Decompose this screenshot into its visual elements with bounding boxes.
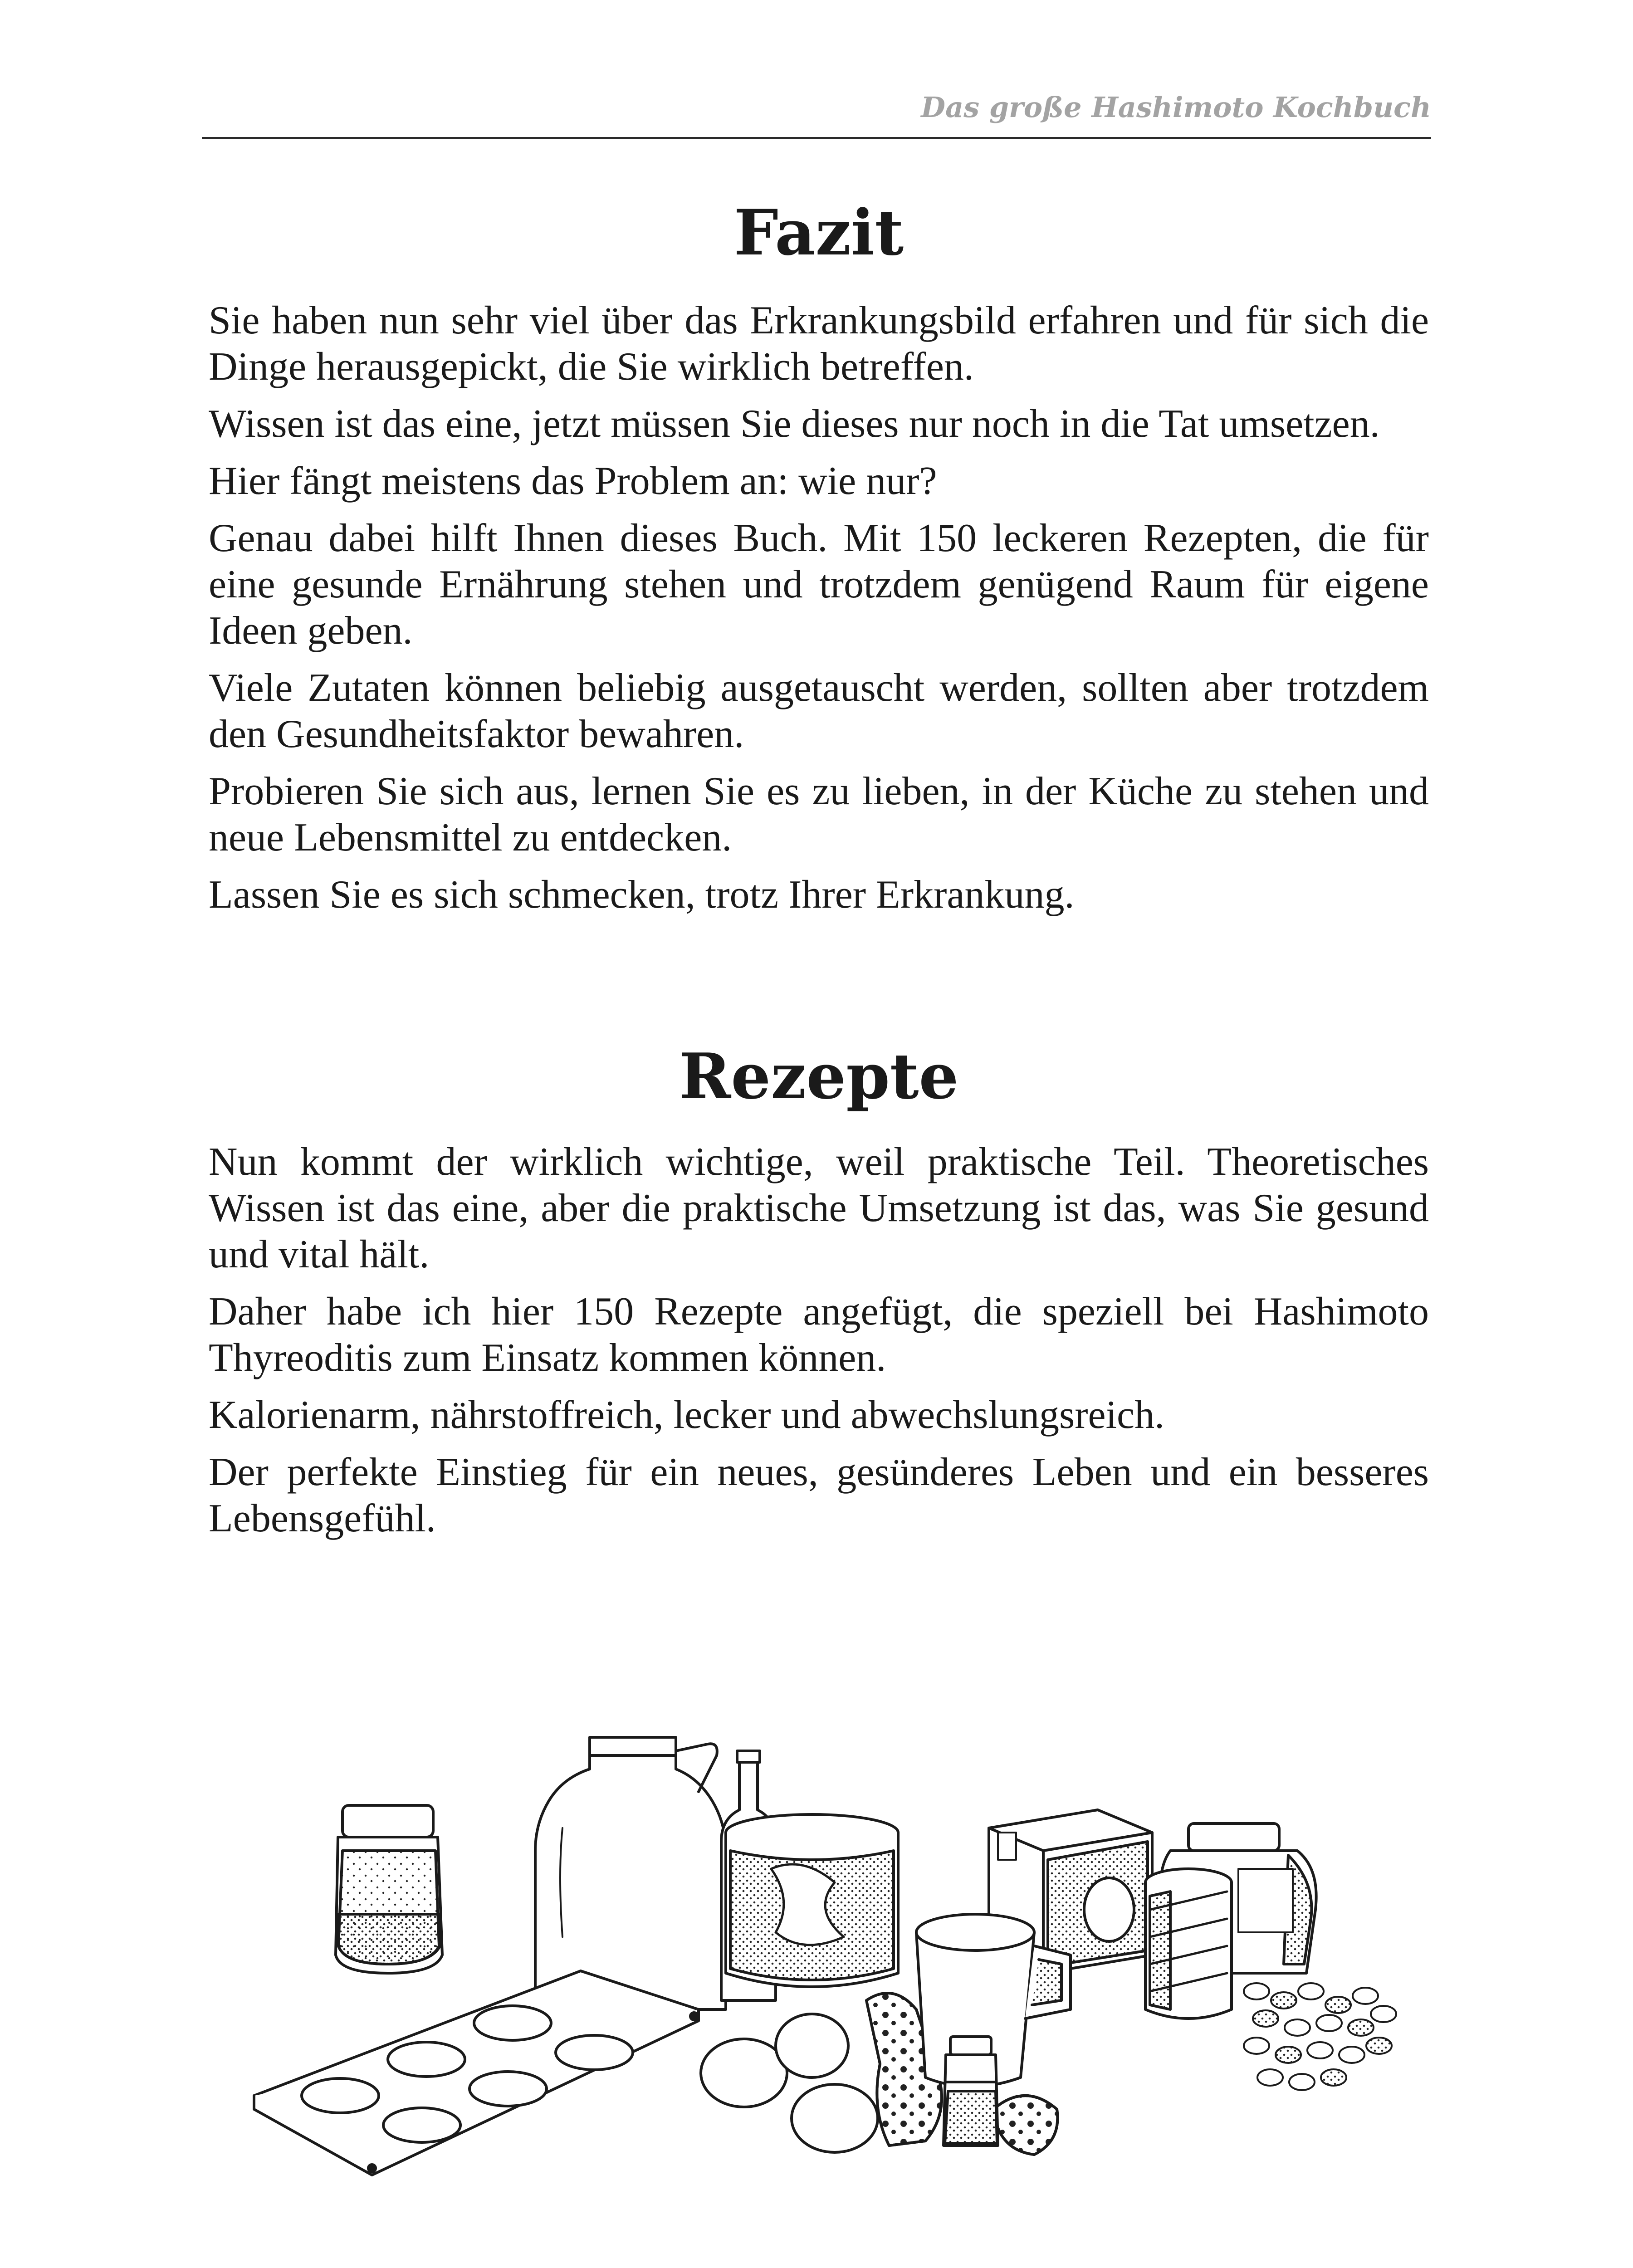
beans-icon <box>1244 1983 1396 2090</box>
paragraph: Daher habe ich hier 150 Rezepte angefügt, die speziell bei Hashimoto Thyreoditis zum Einsatz kommen können. <box>209 1289 1429 1380</box>
paragraph: Hier fängt meistens das Problem an: wie nur? <box>209 459 937 503</box>
kitchen-ingredients-illustration <box>245 1719 1406 2177</box>
paragraph: Lassen Sie es sich schmecken, trotz Ihrer Erkrankung. <box>209 872 1075 917</box>
glass-jug-icon <box>535 1737 726 2009</box>
section-rezepte <box>209 1039 1429 1553</box>
muffin-tray-icon <box>254 1971 699 2175</box>
paragraph: Genau dabei hilft Ihnen dieses Buch. Mit 150 leckeren Rezepten, die für eine gesunde Ernährung stehen und trotzdem genügend Raum für eigene Ideen geben. <box>209 516 1429 653</box>
paragraph: Der perfekte Einstieg für ein neues, gesünderes Leben und ein besseres Lebensgefühl. <box>209 1450 1429 1540</box>
paragraph: Sie haben nun sehr viel über das Erkrankungsbild erfahren und für sich die Dinge herausgepickt, die Sie wirklich betreffen. <box>209 298 1429 389</box>
section-heading-fazit: Fazit <box>733 196 904 269</box>
egg-icon <box>776 2014 848 2077</box>
rolled-can-icon <box>1145 1869 1232 2019</box>
section-heading-rezepte: Rezepte <box>679 1039 959 1113</box>
paragraph: Wissen ist das eine, jetzt müssen Sie dieses nur noch in die Tat umsetzen. <box>209 401 1380 446</box>
header-divider <box>202 137 1431 139</box>
paragraph: Nun kommt der wirklich wichtige, weil praktische Teil. Theoretisches Wissen ist das eine, aber die praktische Umsetzung ist das, was Sie gesund und vital hält. <box>209 1139 1429 1276</box>
paragraph: Kalorienarm, nährstoffreich, lecker und abwechslungsreich. <box>209 1393 1165 1437</box>
egg-icon <box>792 2084 878 2152</box>
paragraph: Probieren Sie sich aus, lernen Sie es zu lieben, in der Küche zu stehen und neue Lebensmittel zu entdecken. <box>209 769 1429 860</box>
paragraph: Viele Zutaten können beliebig ausgetauscht werden, sollten aber trotzdem den Gesundheitsfaktor bewahren. <box>209 665 1429 756</box>
running-header-title: Das große Hashimoto Kochbuch <box>921 91 1431 124</box>
egg-icon <box>701 2039 787 2107</box>
section-fazit <box>209 195 1429 929</box>
spice-bottle-icon <box>944 2037 998 2146</box>
egg-icon <box>1084 1878 1134 1941</box>
jar-left-icon <box>336 1805 442 1973</box>
canister-icon <box>726 1814 898 1987</box>
